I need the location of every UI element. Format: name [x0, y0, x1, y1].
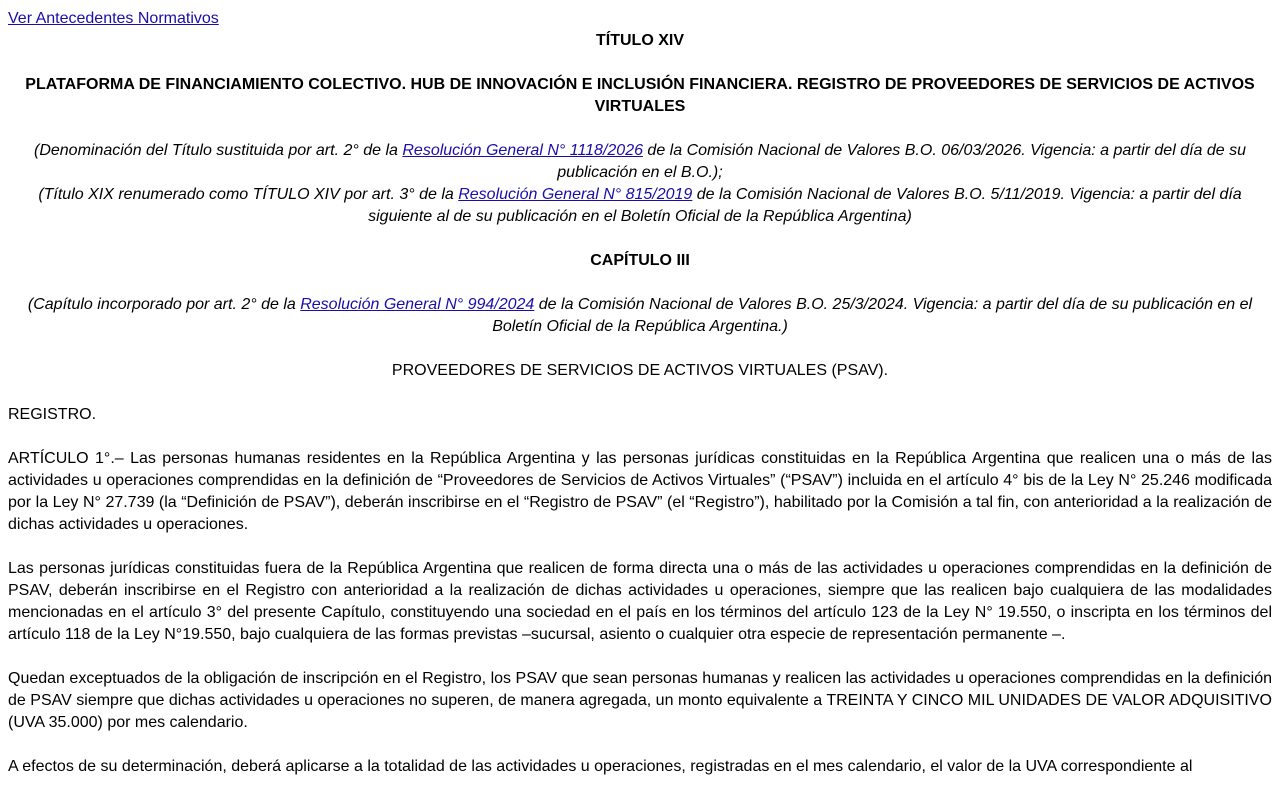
capitulo-number: CAPÍTULO III [590, 252, 690, 269]
titulo-number: TÍTULO XIV [596, 32, 684, 49]
note-text: de la Comisión Nacional de Valores B.O. 06/03/2026. Vigencia: a partir del día de su publicación en el B.O.); [557, 142, 1247, 181]
capitulo-note [8, 294, 1272, 338]
spacer [8, 52, 1272, 74]
note-text: de la Comisión Nacional de Valores B.O. 5/11/2019. Vigencia: a partir del día siguiente al de su publicación en el Boletín Oficial de la República Argentina) [368, 186, 1242, 225]
section-heading: REGISTRO. [8, 406, 97, 423]
article-paragraph: ARTÍCULO 1°.– Las personas humanas residentes en la República Argentina y las personas jurídicas constituidas en la República Argentina que realicen una o más de las actividades u operaciones comprendidas en la definición de “Proveedores de Servicios de Activos Virtuales” (“PSAV”) incluida en el artículo 4° bis de la Ley N° 25.246 modificada por la Ley N° 27.739 (la “Definición de PSAV”), deberán inscribirse en el “Registro de PSAV” (el “Registro”), habilitado por la Comisión a tal fin, con anterioridad a la realización de dichas actividades u operaciones. [8, 450, 1272, 533]
note-text: de la Comisión Nacional de Valores B.O. 25/3/2024. Vigencia: a partir del día de su publicación en el Boletín Oficial de la República Argentina.) [492, 296, 1253, 335]
note-text: (Capítulo incorporado por art. 2° de la [27, 296, 301, 313]
capitulo-name: PROVEEDORES DE SERVICIOS DE ACTIVOS VIRTUALES (PSAV). [391, 362, 889, 379]
antecedentes-normativos-link[interactable]: Ver Antecedentes Normativos [8, 10, 219, 27]
titulo-name: PLATAFORMA DE FINANCIAMIENTO COLECTIVO. HUB DE INNOVACIÓN E INCLUSIÓN FINANCIERA. REGISTRO DE PROVEEDORES DE SERVICIOS DE ACTIVOS VIRTUALES [25, 76, 1255, 115]
resolucion-815-link[interactable]: Resolución General N° 815/2019 [458, 186, 693, 203]
article-paragraph: Las personas jurídicas constituidas fuera de la República Argentina que realicen de forma directa una o más de las actividades u operaciones comprendidas en la definición de PSAV, deberán inscribirse en el Registro con anterioridad a la realización de dichas actividades u operaciones, siempre que las realicen bajo cualquiera de las modalidades mencionadas en el artículo 3° del presente Capítulo, constituyendo una sociedad en el país en los términos del artículo 123 de la Ley N° 19.550, o inscripta en los términos del artículo 118 de la Ley N°19.550, bajo cualquiera de las formas previstas –sucursal, asiento o cualquier otra especie de representación permanente –. [8, 560, 1272, 643]
article-paragraph: A efectos de su determinación, deberá aplicarse a la totalidad de las actividades u operaciones, registradas en el mes calendario, el valor de la UVA correspondiente al [8, 758, 1193, 775]
titulo-note-1 [8, 140, 1272, 184]
note-text: (Título XIX renumerado como TÍTULO XIV por art. 3° de la [38, 186, 459, 203]
resolucion-994-link[interactable]: Resolución General N° 994/2024 [300, 296, 535, 313]
document-body [8, 8, 1272, 800]
titulo-note-2 [8, 184, 1272, 228]
resolucion-1118-link[interactable]: Resolución General N° 1118/2026 [402, 142, 643, 159]
note-text: (Denominación del Título sustituida por art. 2° de la [33, 142, 403, 159]
article-paragraph: Quedan exceptuados de la obligación de inscripción en el Registro, los PSAV que sean personas humanas y realicen las actividades u operaciones comprendidas en la definición de PSAV siempre que dichas actividades u operaciones no superen, de manera agregada, un monto equivalente a TREINTA Y CINCO MIL UNIDADES DE VALOR ADQUISITIVO (UVA 35.000) por mes calendario. [8, 670, 1272, 731]
